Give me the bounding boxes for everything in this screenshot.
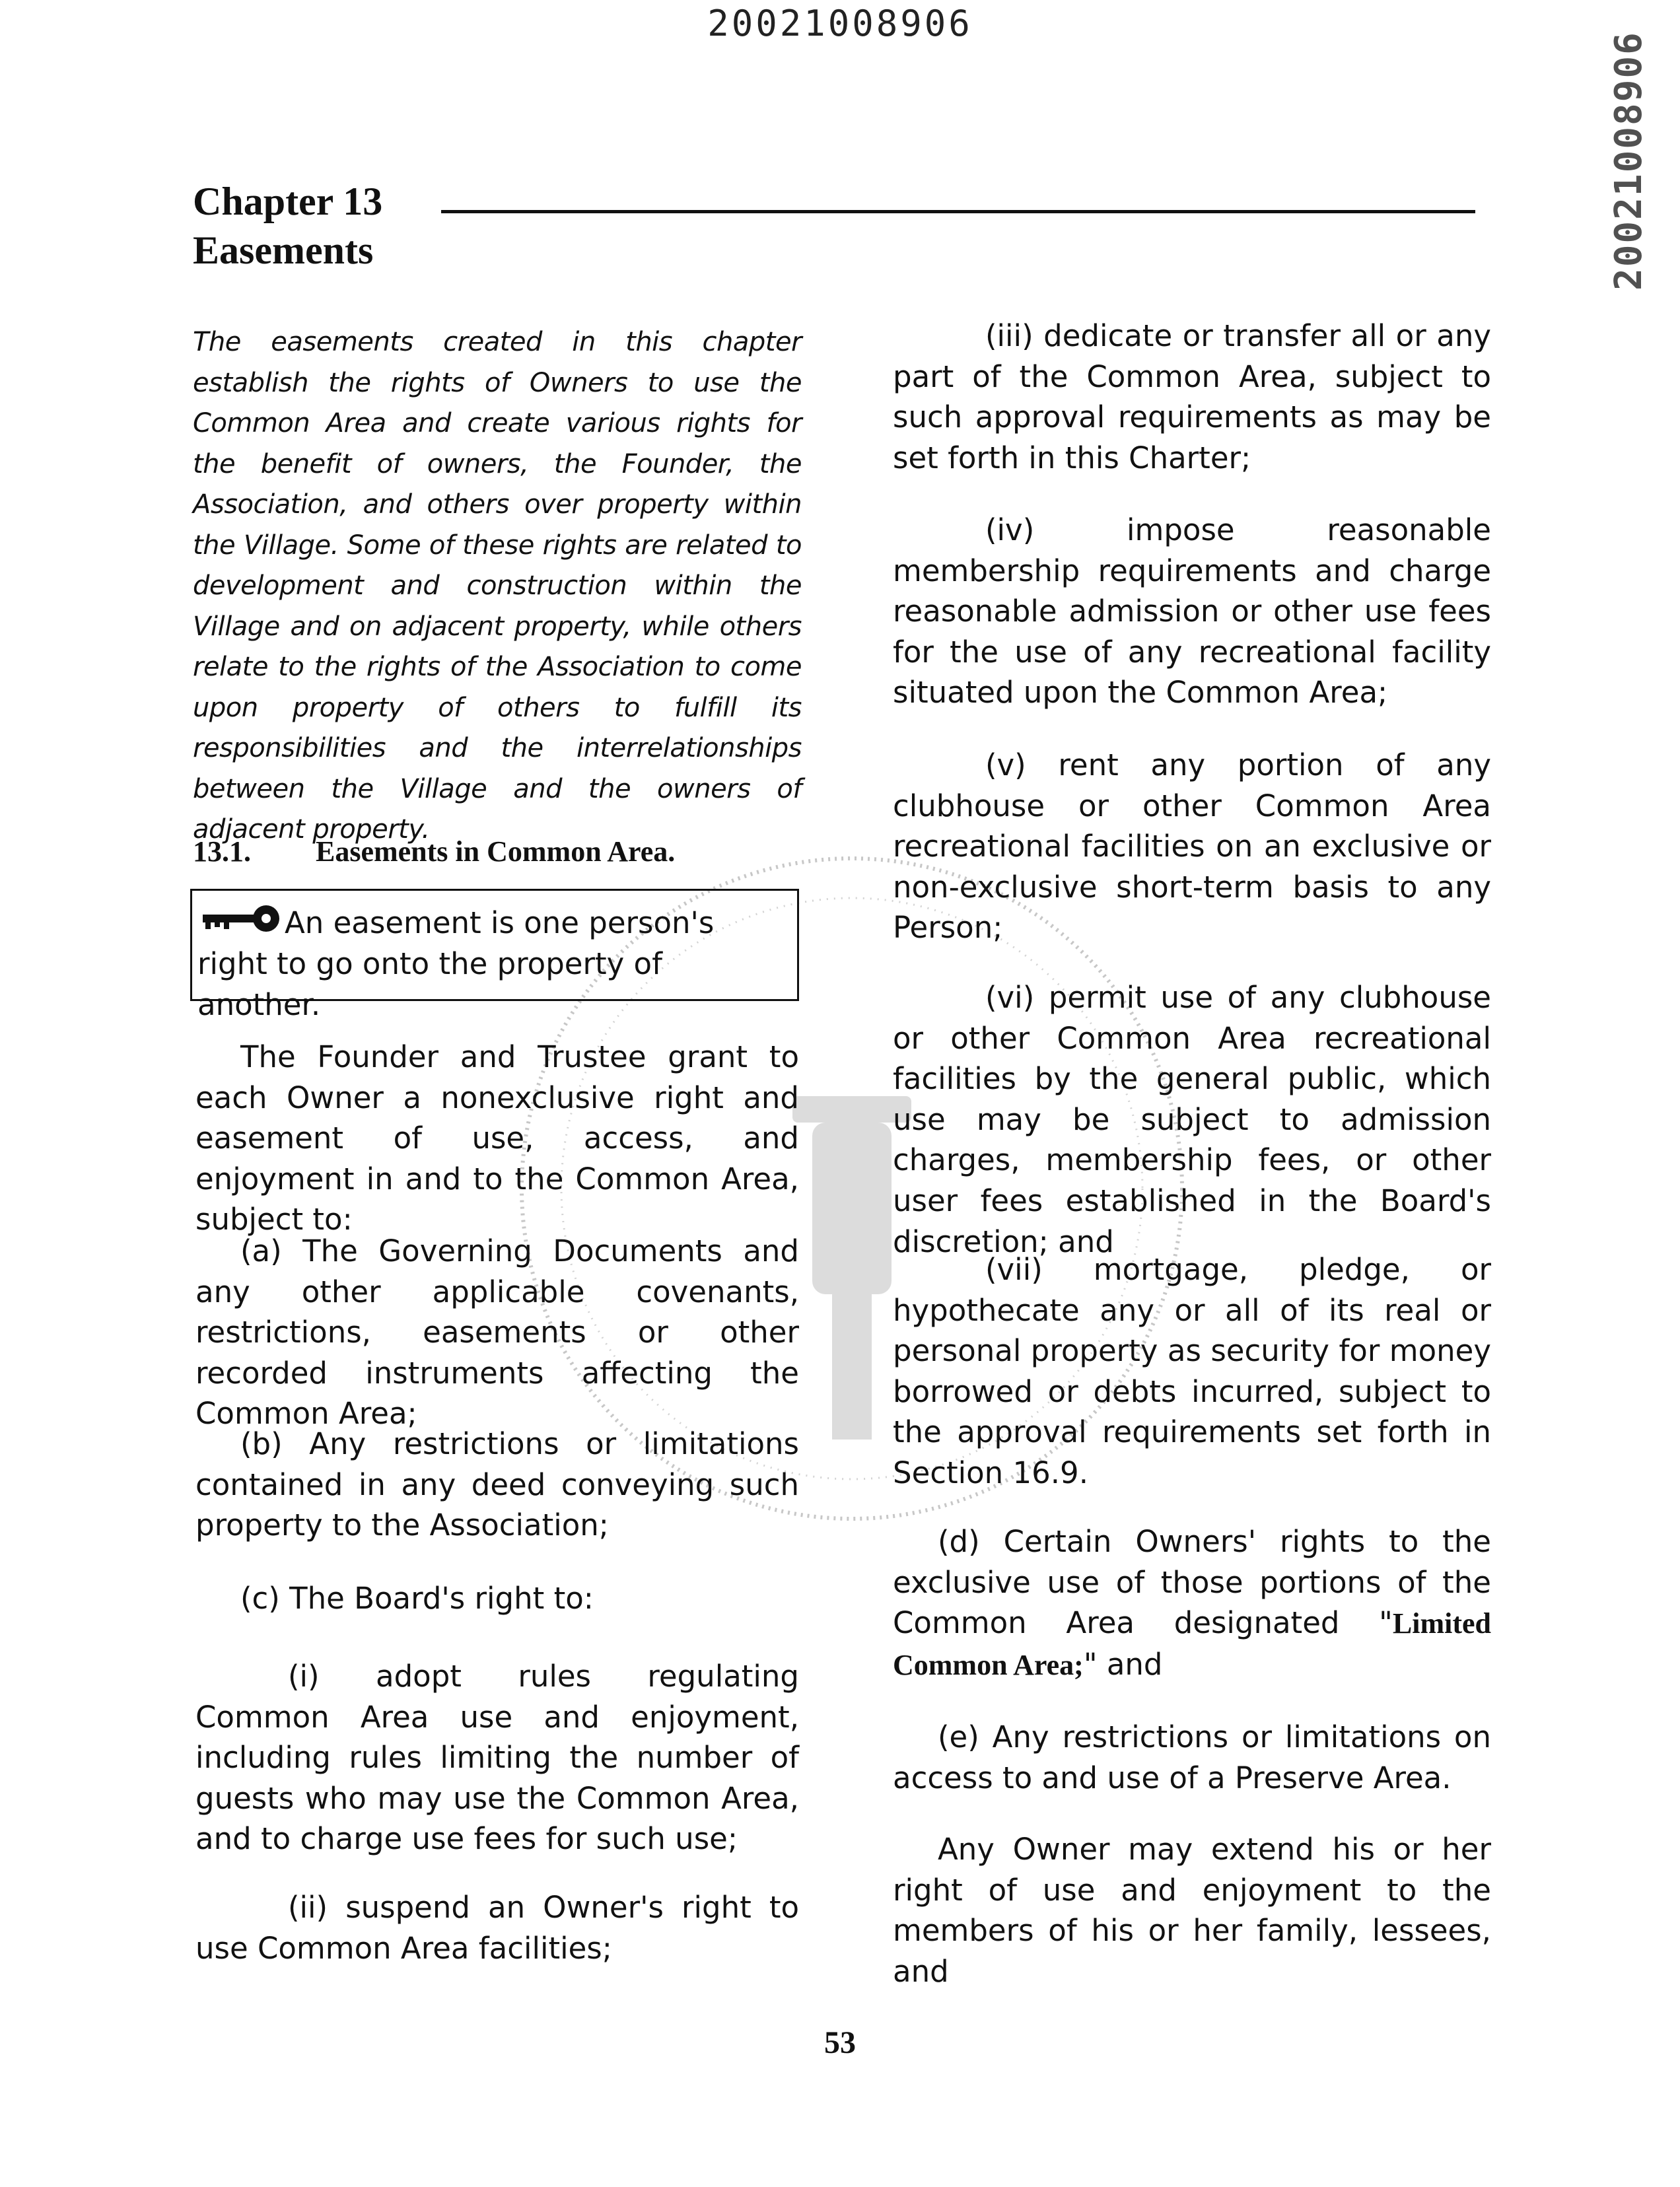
item-c-vi: (vi) permit use of any clubhouse or other Common Area recreational facilities by the general public, which use may be subject to admission charges, membership fees, or other user fees established in the Board's discretion; and <box>893 980 1491 1259</box>
item-c-i: (i) adopt rules regulating Common Area use and enjoyment, including rules limiting the number of guests who may use the Common Area, and to charge use fees for such use; <box>195 1659 799 1857</box>
right-e <box>893 1717 1491 1798</box>
item-d-text: (d) Certain Owners' rights to the exclusive use of those portions of the Common Area designated " <box>893 1524 1491 1641</box>
left-b <box>195 1424 799 1546</box>
document-number: 20021008906 <box>707 3 973 44</box>
chapter-rule <box>441 210 1475 213</box>
right-v <box>893 745 1491 948</box>
right-d <box>893 1521 1491 1685</box>
item-d-end: " and <box>1083 1646 1163 1682</box>
item-b: (b) Any restrictions or limitations contained in any deed conveying such property to the Association; <box>195 1426 799 1543</box>
item-c-ii: (ii) suspend an Owner's right to use Common Area facilities; <box>195 1890 799 1966</box>
item-c-iii: (iii) dedicate or transfer all or any part of the Common Area, subject to such approval requirements as may be set forth in this Charter; <box>893 318 1491 475</box>
callout-text: An easement is one person's right to go onto the property of another. <box>197 905 715 1022</box>
item-c-v: (v) rent any portion of any clubhouse or other Common Area recreational facilities on an exclusive or non-exclusive short-term basis to any Person; <box>893 747 1491 946</box>
item-c: (c) The Board's right to: <box>240 1581 594 1616</box>
right-vii <box>893 1249 1491 1494</box>
chapter-heading <box>193 177 382 275</box>
right-closing <box>893 1829 1491 1992</box>
right-iv <box>893 510 1491 713</box>
left-i <box>195 1656 799 1859</box>
right-iii <box>893 316 1491 478</box>
chapter-number: Chapter 13 <box>193 180 383 223</box>
side-stamp: 20021008906 <box>1607 31 1650 291</box>
closing-paragraph: Any Owner may extend his or her right of use and enjoyment to the members of his or her family, lessees, and <box>893 1832 1491 1989</box>
left-c <box>195 1578 799 1619</box>
key-icon <box>197 903 285 936</box>
page-number: 53 <box>824 2025 856 2060</box>
definition-callout <box>190 889 799 1022</box>
item-d <box>893 1521 1491 1685</box>
chapter-intro: The easements created in this chapter establish the rights of Owners to use the Common Area and create various rights for the benefit of owners, the Founder, the Association, and others over property within the Village. Some of these rights are related to development and construction within the Village and on adjacent property, while others relate to the rights of the Association to come upon property of others to fulfill its responsibilities and the interrelationships between the Village and the owners of adjacent property. <box>193 327 802 845</box>
chapter-title: Easements <box>193 228 374 272</box>
item-a: (a) The Governing Documents and any other applicable covenants, restrictions, easements or other recorded instruments affecting the Common Area; <box>195 1233 799 1432</box>
item-c-iv: (iv) impose reasonable membership requirements and charge reasonable admission or other use fees for the use of any recreational facility situated upon the Common Area; <box>893 512 1491 711</box>
section-title: Easements in Common Area. <box>316 835 676 868</box>
left-ii <box>195 1887 799 1968</box>
left-p1 <box>195 1037 799 1240</box>
section-number: 13.1. <box>193 835 251 868</box>
item-e: (e) Any restrictions or limitations on access to and use of a Preserve Area. <box>893 1719 1491 1795</box>
item-c-vii: (vii) mortgage, pledge, or hypothecate any or all of its real or personal property as security for money borrowed or debts incurred, subject to the approval requirements set forth in Section 16.9. <box>893 1252 1491 1490</box>
left-a <box>195 1231 799 1434</box>
right-vi <box>893 977 1491 1262</box>
section-heading <box>193 835 675 868</box>
limited-common-area-term: Limited Common Area; <box>893 1607 1491 1681</box>
grant-paragraph: The Founder and Trustee grant to each Owner a nonexclusive right and easement of use, access, and enjoyment in and to the Common Area, subject to: <box>195 1039 799 1237</box>
